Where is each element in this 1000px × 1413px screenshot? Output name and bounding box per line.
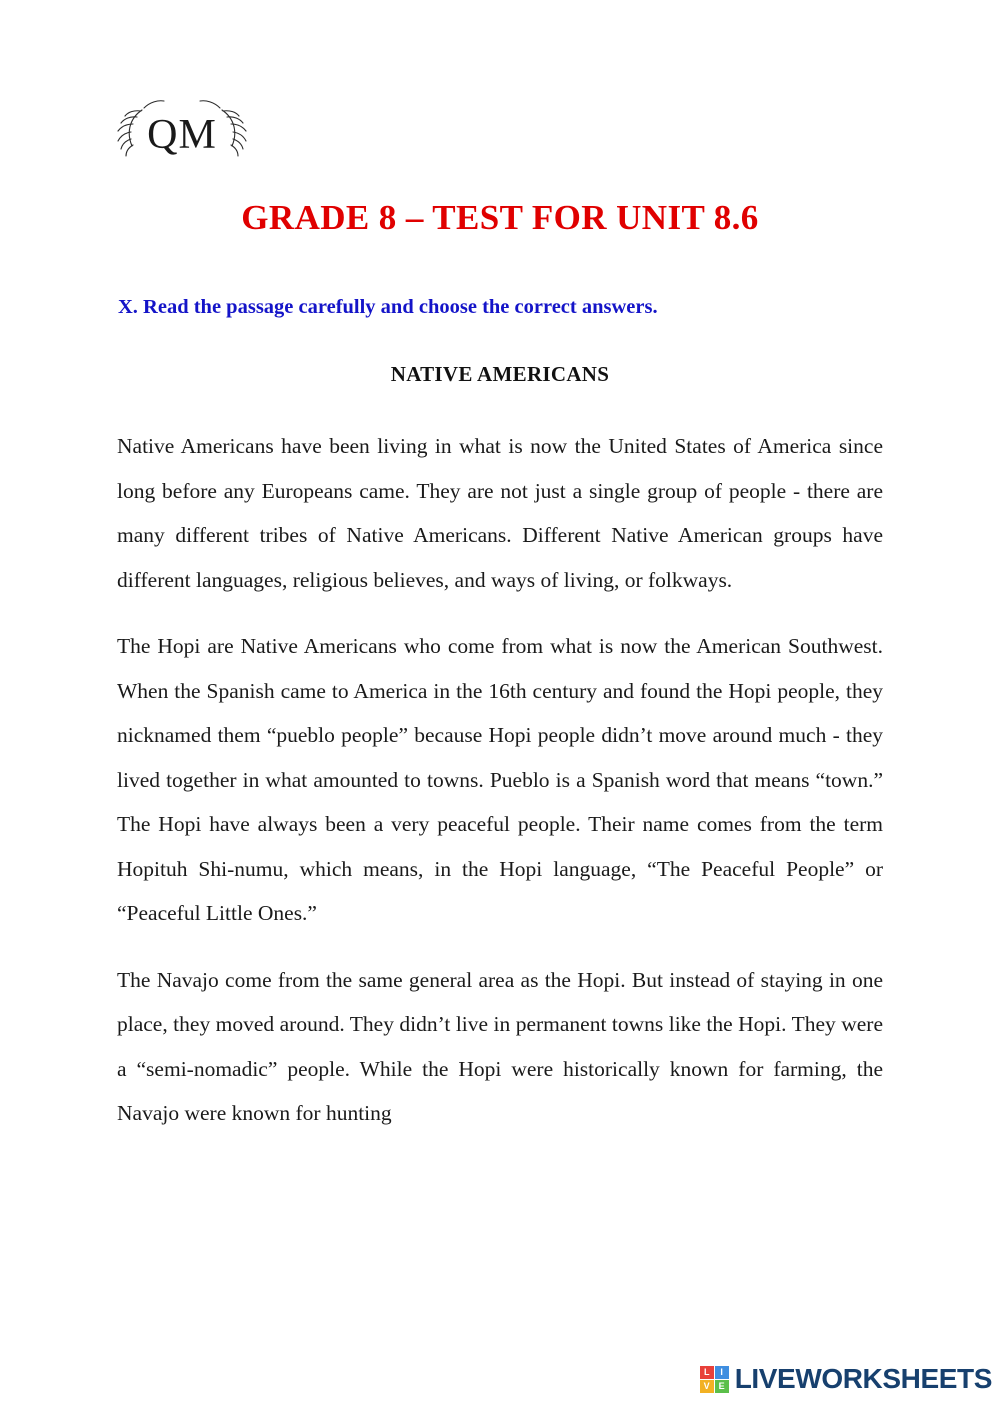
- liveworksheets-wordmark: LIVEWORKSHEETS: [734, 1363, 992, 1394]
- svg-text:QM: QM: [147, 112, 217, 158]
- passage-paragraph: The Hopi are Native Americans who come from what is now the American Southwest. When the Spanish came to America in the 16th century and found the Hopi people, they nicknamed them “pueblo people” because Hopi people didn’t move around much - they lived together in what amounted to towns. Pueblo is a Spanish word that means “town.” The Hopi have always been a very peaceful people. Their name comes from the term Hopituh Shi-numu, which means, in the Hopi language, “The Peaceful People” or “Peaceful Little Ones.”: [117, 634, 883, 925]
- page-title: GRADE 8 – TEST FOR UNIT 8.6: [241, 198, 759, 237]
- liveworksheets-logo-icon: [700, 1366, 729, 1393]
- liveworksheets-watermark: [700, 1363, 992, 1395]
- passage-paragraph: Native Americans have been living in what is now the United States of America since long before any Europeans came. They are not just a single group of people - there are many different tribes of Native Americans. Different Native American groups have different languages, religious believes, and ways of living, or folkways.: [117, 434, 883, 592]
- badge-letter: L: [700, 1366, 714, 1379]
- passage-paragraph: The Navajo come from the same general area as the Hopi. But instead of staying in one place, they moved around. They didn’t live in permanent towns like the Hopi. They were a “semi-nomadic” people. While the Hopi were historically known for farming, the Navajo were known for hunting: [117, 967, 883, 1125]
- badge-letter: V: [700, 1380, 714, 1393]
- badge-letter: I: [715, 1366, 729, 1379]
- exercise-instruction: X. Read the passage carefully and choose the correct answers.: [118, 296, 658, 318]
- passage-body: [117, 424, 883, 1136]
- laurel-wreath-logo: [112, 92, 252, 170]
- passage-heading: NATIVE AMERICANS: [390, 362, 610, 386]
- badge-letter: E: [715, 1380, 729, 1393]
